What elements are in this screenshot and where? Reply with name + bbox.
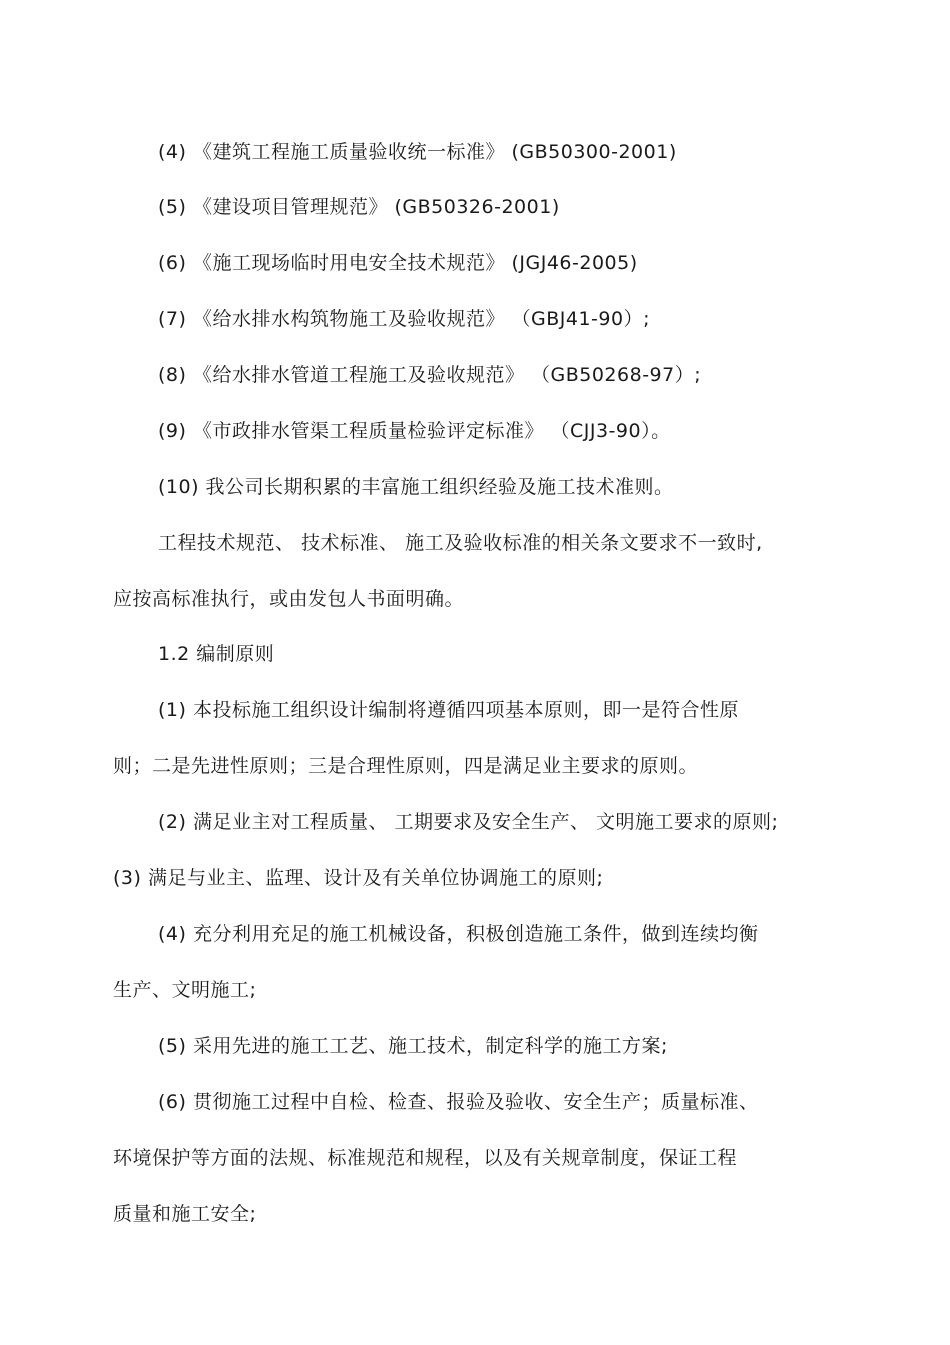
standard-item-10: (10) 我公司长期积累的丰富施工组织经验及施工技术准则。 [158,476,674,498]
paragraph-line: 生产、文明施工; [113,979,257,1001]
standard-item-6: (6) 《施工现场临时用电安全技术规范》 (JGJ46-2005) [158,252,638,274]
paragraph-line: (6) 贯彻施工过程中自检、检查、报验及验收、安全生产；质量标准、 [158,1091,759,1113]
standard-item-9: (9) 《市政排水管渠工程质量检验评定标准》 （CJJ3-90）。 [158,420,671,442]
paragraph-line: 工程技术规范、 技术标准、 施工及验收标准的相关条文要求不一致时, [158,532,763,554]
paragraph-line: 则；二是先进性原则；三是合理性原则，四是满足业主要求的原则。 [113,755,699,777]
standard-item-5: (5) 《建设项目管理规范》 (GB50326-2001) [158,196,560,218]
paragraph-line: (2) 满足业主对工程质量、 工期要求及安全生产、 文明施工要求的原则; [158,811,779,833]
paragraph-line: 环境保护等方面的法规、标准规范和规程，以及有关规章制度，保证工程 [113,1147,738,1169]
paragraph-line: (4) 充分利用充足的施工机械设备，积极创造施工条件，做到连续均衡 [158,923,759,945]
standard-item-4: (4) 《建筑工程施工质量验收统一标准》 (GB50300-2001) [158,141,677,163]
paragraph-line: 质量和施工安全; [113,1203,257,1225]
section-heading: 1.2 编制原则 [158,643,275,665]
paragraph-line: (5) 采用先进的施工工艺、施工技术，制定科学的施工方案; [158,1035,668,1057]
standard-item-7: (7) 《给水排水构筑物施工及验收规范》 （GBJ41-90）; [158,308,650,330]
paragraph-line: (1) 本投标施工组织设计编制将遵循四项基本原则，即一是符合性原 [158,699,739,721]
paragraph-line: 应按高标准执行，或由发包人书面明确。 [113,588,465,610]
standard-item-8: (8) 《给水排水管道工程施工及验收规范》 （GB50268-97）; [158,364,702,386]
paragraph-line: (3) 满足与业主、监理、设计及有关单位协调施工的原则; [113,867,604,889]
